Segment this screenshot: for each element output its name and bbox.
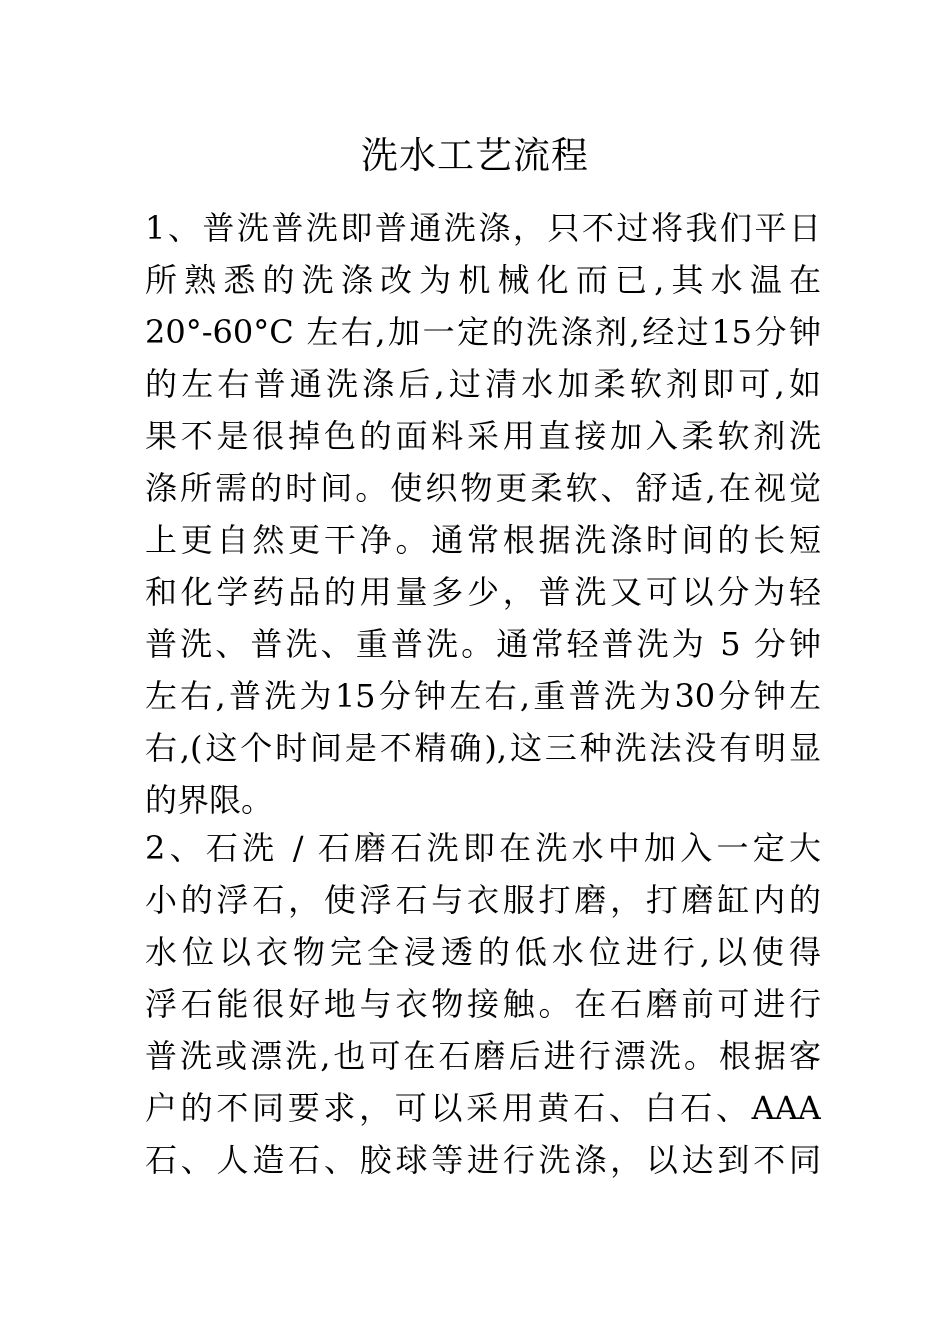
text-line: 普洗、普洗、重普洗。通常轻普洗为 5 分钟 <box>145 625 821 663</box>
text-line: 1、普洗普洗即普通洗涤，只不过将我们平日 <box>145 209 821 247</box>
text-line: 普洗或漂洗,也可在石磨后进行漂洗。根据客 <box>145 1037 821 1075</box>
paragraph-regular-wash <box>145 202 821 826</box>
text-line: 的界限。 <box>145 781 274 819</box>
text-line: 浮石能很好地与衣物接触。在石磨前可进行 <box>145 985 821 1023</box>
text-line: 20°-60°C 左右,加一定的洗涤剂,经过15分钟 <box>145 313 821 351</box>
text-line: 的左右普通洗涤后,过清水加柔软剂即可,如 <box>145 365 821 403</box>
text-line: 和化学药品的用量多少，普洗又可以分为轻 <box>145 573 821 611</box>
text-line: 小的浮石，使浮石与衣服打磨，打磨缸内的 <box>145 881 821 919</box>
paragraph-stone-wash <box>145 822 821 1186</box>
text-line: 上更自然更干净。通常根据洗涤时间的长短 <box>145 521 821 559</box>
text-line: 户的不同要求，可以采用黄石、白石、AAA <box>145 1089 821 1127</box>
text-line: 果不是很掉色的面料采用直接加入柔软剂洗 <box>145 417 821 455</box>
document-title: 洗水工艺流程 <box>361 134 589 177</box>
text-line: 石、人造石、胶球等进行洗涤，以达到不同 <box>145 1141 821 1179</box>
text-line: 水位以衣物完全浸透的低水位进行,以使得 <box>145 933 821 971</box>
text-line: 左右,普洗为15分钟左右,重普洗为30分钟左 <box>145 677 821 715</box>
text-line: 右,(这个时间是不精确),这三种洗法没有明显 <box>145 729 821 767</box>
text-line: 所熟悉的洗涤改为机械化而已,其水温在 <box>145 261 821 299</box>
text-line: 2、石洗 / 石磨石洗即在洗水中加入一定大 <box>145 829 821 867</box>
text-line: 涤所需的时间。使织物更柔软、舒适,在视觉 <box>145 469 821 507</box>
